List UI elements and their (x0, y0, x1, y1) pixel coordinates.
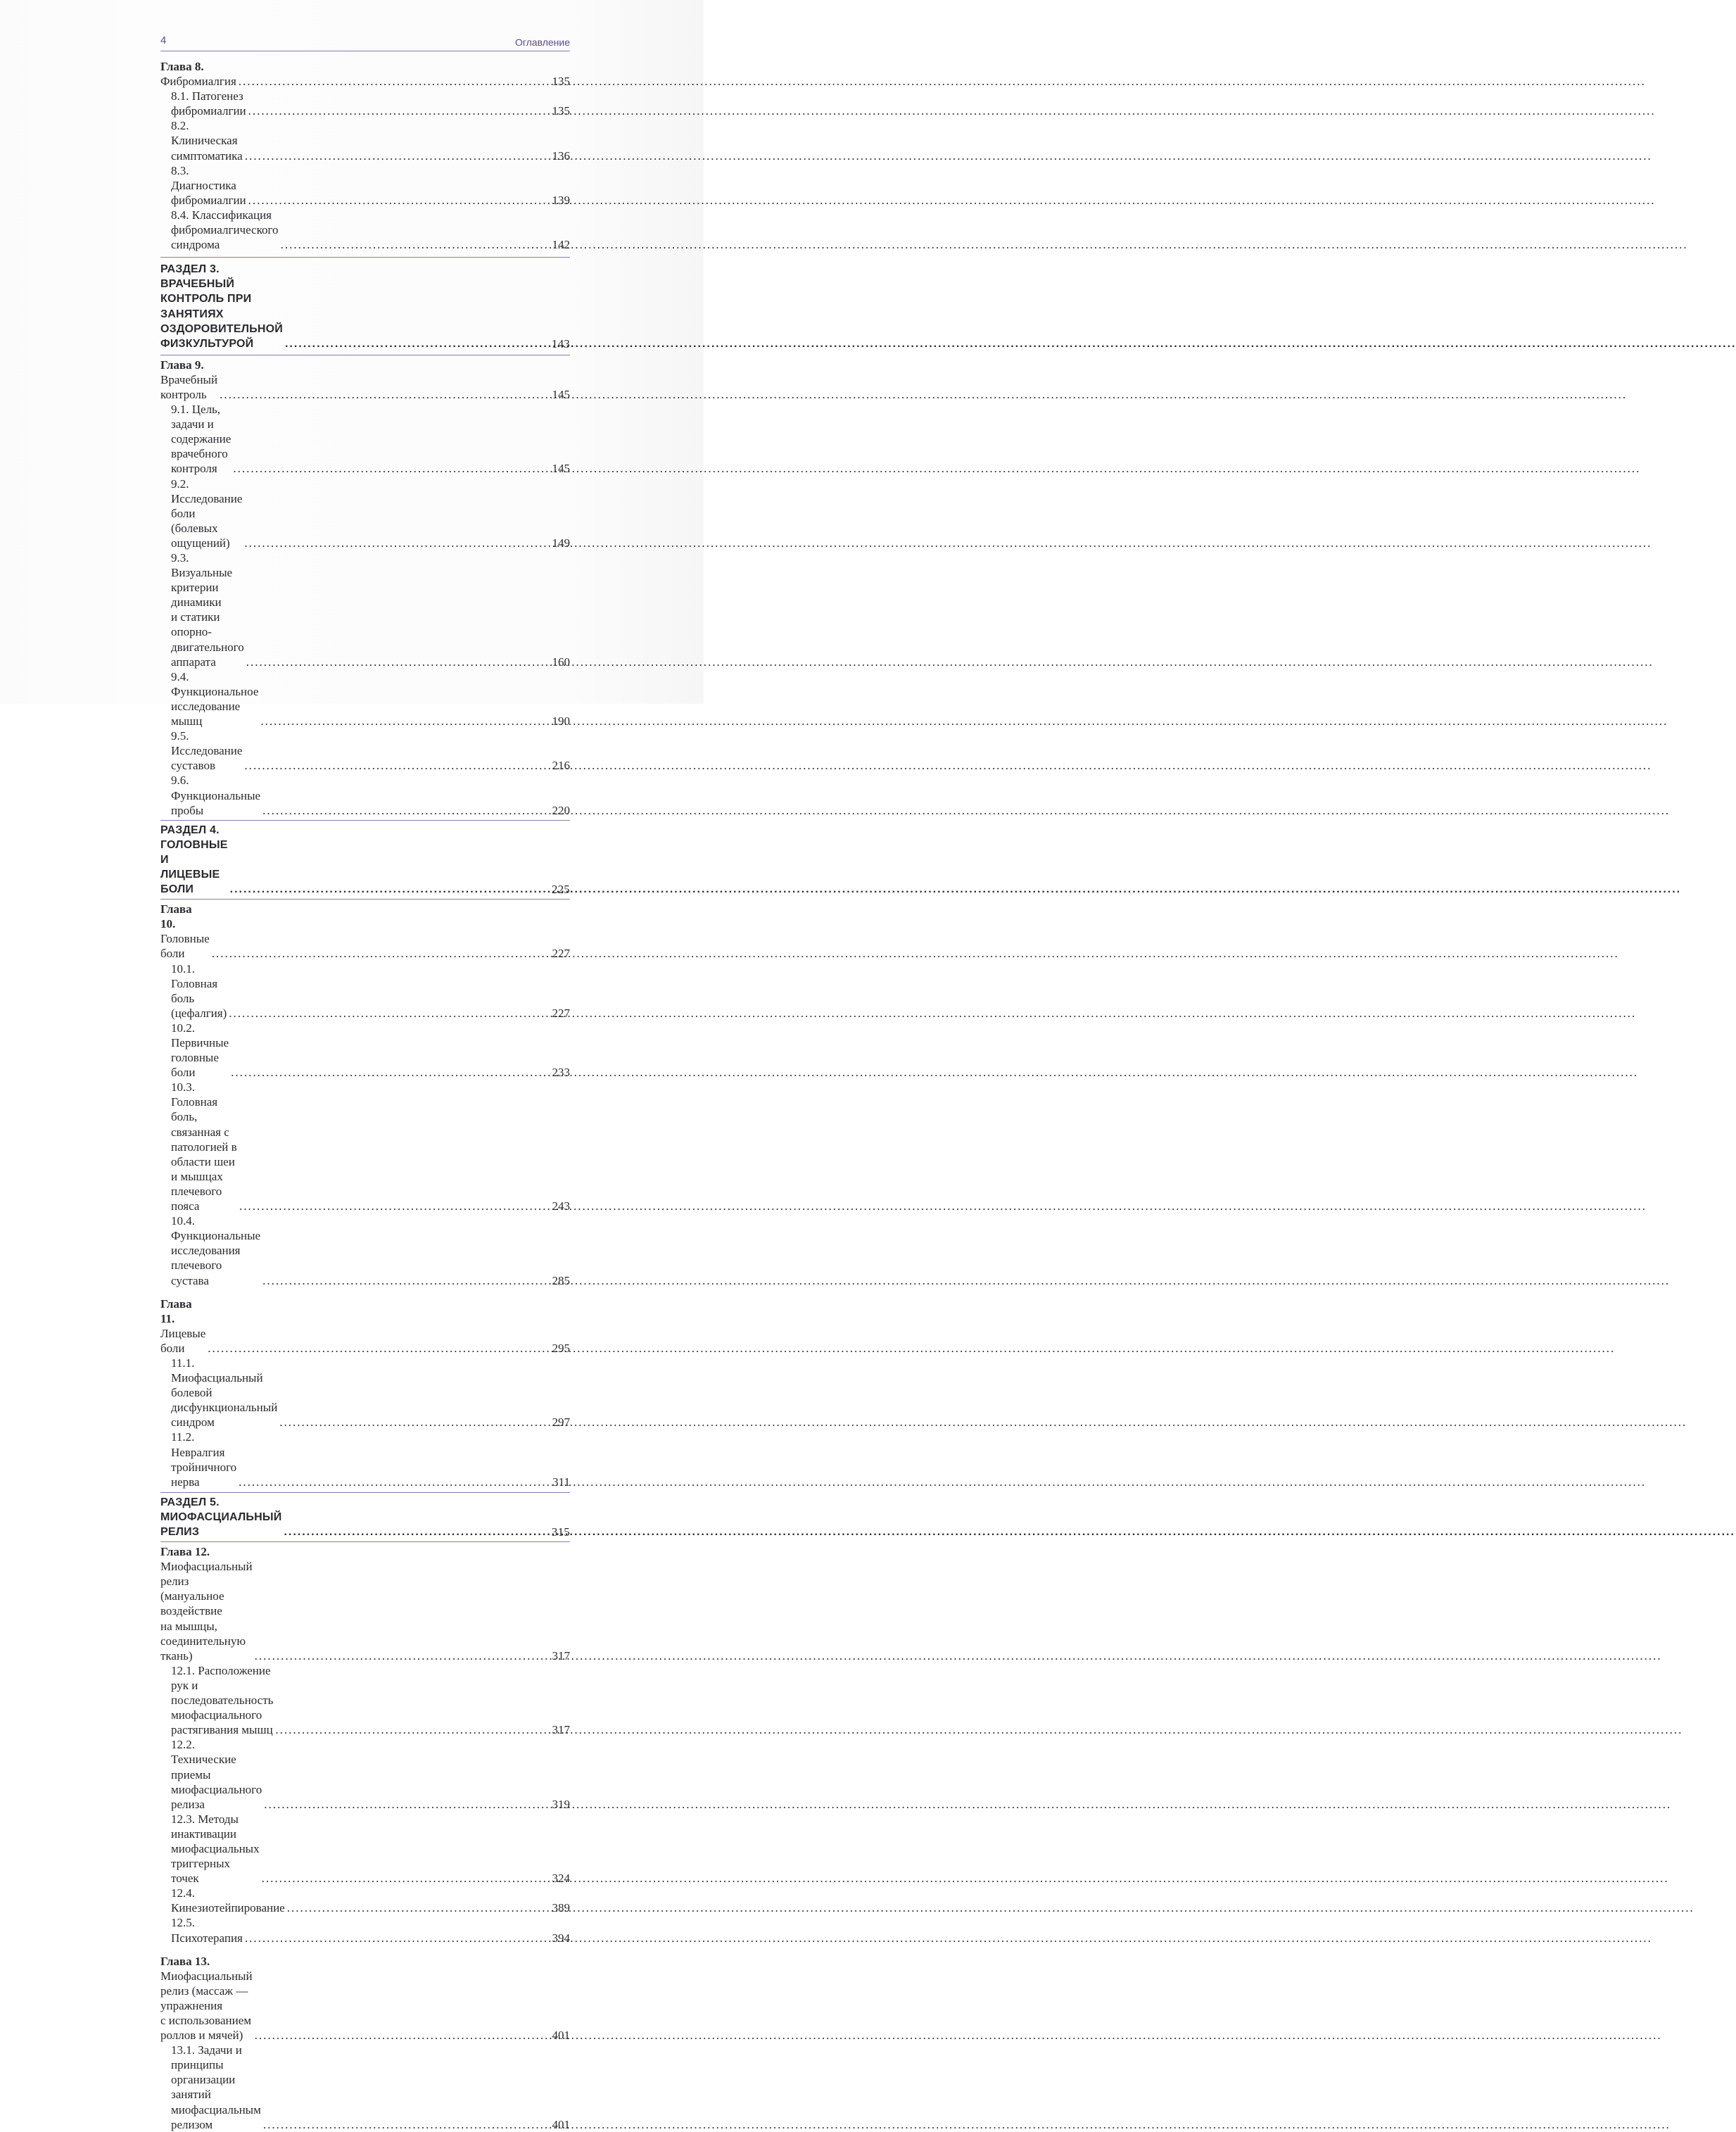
dot-leader (248, 193, 550, 208)
toc-section-12-5 (160, 1915, 570, 1945)
chapter-number: Глава 10. (160, 902, 192, 931)
divider (160, 899, 570, 900)
section-title: 9.1. Цель, задачи и содержание врачебного контроля (171, 403, 232, 476)
part-title: РАЗДЕЛ 4. ГОЛОВНЫЕ И ЛИЦЕВЫЕ БОЛИ (160, 824, 228, 896)
book-page (0, 0, 704, 2131)
page-ref: 220 (552, 803, 570, 817)
chapter-number: Глава 11. (160, 1297, 192, 1325)
page-ref: 394 (552, 1931, 570, 1945)
section-title: 8.4. Классификация фибромиалгического синдрома (171, 208, 279, 252)
toc-section-13-1 (160, 2043, 570, 2132)
toc-section-11-2 (160, 1430, 570, 1489)
dot-leader (231, 1065, 550, 1080)
dot-leader (287, 1900, 550, 1915)
section-title: 8.3. Диагностика фибромиалгии (171, 163, 246, 207)
toc-section-10-2 (160, 1021, 570, 1080)
section-title: 12.4. Кинезиотейпирование (171, 1886, 285, 1915)
section-title: 11.2. Невралгия тройничного нерва (171, 1430, 237, 1489)
dot-leader (264, 1797, 550, 1812)
toc-part-3 (160, 262, 570, 351)
page-ref: 227 (552, 947, 570, 961)
page-number: 4 (160, 34, 167, 46)
dot-leader (263, 2117, 550, 2132)
part-title: РАЗДЕЛ 5. МИОФАСЦИАЛЬНЫЙ РЕЛИЗ (160, 1496, 282, 1538)
toc-section-8-4 (160, 208, 570, 252)
dot-leader (239, 1475, 550, 1489)
page-ref: 136 (552, 149, 570, 163)
dot-leader (262, 803, 550, 818)
page-ref: 401 (552, 2117, 570, 2131)
toc-chapter-8 (160, 59, 570, 89)
divider (160, 1492, 570, 1493)
toc-section-11-1 (160, 1356, 570, 1430)
chapter-title: Фибромиалгия (160, 75, 236, 89)
page-ref: 285 (552, 1273, 570, 1287)
page-ref: 227 (552, 1006, 570, 1020)
dot-leader (285, 336, 550, 351)
toc-section-8-2 (160, 118, 570, 163)
page-ref: 160 (552, 655, 570, 669)
toc-section-9-1 (160, 402, 570, 476)
page-ref: 389 (552, 1901, 570, 1915)
toc-section-12-3 (160, 1812, 570, 1886)
dot-leader (262, 1273, 550, 1288)
toc-section-12-1 (160, 1663, 570, 1737)
dot-leader (230, 882, 550, 897)
section-title: 12.5. Психотерапия (171, 1916, 243, 1945)
toc-section-9-3 (160, 550, 570, 669)
dot-leader (208, 1341, 550, 1356)
toc-chapter-11 (160, 1297, 570, 1356)
page-ref: 149 (552, 536, 570, 550)
toc-section-12-2 (160, 1737, 570, 1811)
toc-chapter-13 (160, 1954, 570, 2043)
toc-part-5 (160, 1495, 570, 1539)
dot-leader (262, 1871, 550, 1886)
chapter-number: Глава 12. (160, 1545, 210, 1559)
section-title: 9.4. Функциональное исследование мышц (171, 669, 259, 728)
chapter-title: Миофасциальный релиз (массаж — упражнения с использованием роллов и мячей) (160, 1969, 253, 2043)
divider (160, 820, 570, 821)
page-ref: 317 (552, 1648, 570, 1663)
table-of-contents (160, 59, 570, 2132)
dot-leader (279, 1415, 550, 1430)
page-ref: 225 (551, 883, 570, 897)
chapter-title: Врачебный контроль (160, 372, 218, 401)
chapter-title: Миофасциальный релиз (мануальное воздействие на мышцы, соединительную ткань) (160, 1560, 253, 1663)
page-ref: 401 (552, 2029, 570, 2043)
dot-leader (255, 1648, 550, 1663)
dot-leader (255, 2028, 550, 2043)
section-title: Оглавление (514, 37, 570, 48)
section-title: 13.1. Задачи и принципы организации занятий миофасциальным релизом (171, 2043, 261, 2131)
dot-leader (239, 1199, 550, 1213)
page-ref: 139 (552, 193, 570, 207)
section-title: 12.2. Технические приемы миофасциального релиза (171, 1738, 262, 1811)
page-ref: 143 (551, 336, 570, 351)
toc-section-10-3 (160, 1080, 570, 1213)
section-title: 9.3. Визуальные критерии динамики и статики опорно-двигательного аппарата (171, 551, 244, 669)
dot-leader (244, 758, 550, 773)
toc-section-9-2 (160, 477, 570, 550)
page-ref: 135 (552, 75, 570, 89)
dot-leader (246, 655, 550, 669)
dot-leader (229, 1006, 550, 1021)
chapter-number: Глава 8. (160, 60, 204, 73)
toc-section-9-5 (160, 728, 570, 773)
running-head (160, 32, 570, 51)
dot-leader (281, 237, 550, 252)
dot-leader (248, 103, 550, 118)
toc-section-9-6 (160, 773, 570, 817)
dot-leader (212, 946, 550, 961)
dot-leader (284, 1525, 549, 1539)
chapter-title: Головные боли (160, 932, 210, 961)
chapter-title: Лицевые боли (160, 1326, 206, 1355)
page-ref: 216 (552, 759, 570, 773)
divider (160, 1541, 570, 1542)
toc-section-12-4 (160, 1886, 570, 1915)
chapter-number: Глава 13. (160, 1954, 210, 1968)
section-title: 10.4. Функциональные исследования плечевого сустава (171, 1214, 261, 1287)
dot-leader (260, 714, 550, 728)
section-title: 10.2. Первичные головные боли (171, 1021, 229, 1080)
page-ref: 295 (552, 1341, 570, 1355)
dot-leader (245, 149, 550, 163)
section-title: 12.1. Расположение рук и последовательность миофасциального растягивания мышц (171, 1663, 274, 1737)
section-title: 9.5. Исследование суставов (171, 729, 243, 773)
toc-section-8-3 (160, 163, 570, 208)
section-title: 11.1. Миофасциальный болевой дисфункциональный синдром (171, 1356, 278, 1430)
page-ref: 135 (552, 104, 570, 118)
page-ref: 233 (552, 1066, 570, 1080)
toc-chapter-10 (160, 902, 570, 961)
page-ref: 145 (552, 462, 570, 476)
toc-section-10-4 (160, 1213, 570, 1287)
page-ref: 317 (552, 1723, 570, 1737)
dot-leader (245, 1931, 550, 1945)
page-ref: 243 (552, 1199, 570, 1213)
toc-part-4 (160, 823, 570, 897)
dot-leader (233, 461, 550, 476)
section-title: 12.3. Методы инактивации миофасциальных триггерных точек (171, 1812, 260, 1886)
section-title: 8.1. Патогенез фибромиалгии (171, 89, 246, 118)
page-ref: 324 (552, 1872, 570, 1886)
toc-chapter-12 (160, 1544, 570, 1663)
toc-chapter-9 (160, 358, 570, 402)
toc-section-10-1 (160, 961, 570, 1021)
page-ref: 142 (552, 238, 570, 252)
section-title: 10.1. Головная боль (цефалгия) (171, 961, 227, 1020)
dot-leader (244, 536, 550, 550)
chapter-number: Глава 9. (160, 358, 204, 372)
toc-section-9-4 (160, 669, 570, 728)
page-ref: 315 (551, 1525, 570, 1539)
page-ref: 319 (552, 1797, 570, 1811)
page-ref: 145 (552, 387, 570, 401)
part-title: РАЗДЕЛ 3. ВРАЧЕБНЫЙ КОНТРОЛЬ ПРИ ЗАНЯТИЯХ ОЗДОРОВИТЕЛЬНОЙ ФИЗКУЛЬТУРОЙ (160, 263, 283, 350)
divider (160, 257, 570, 258)
dot-leader (275, 1722, 550, 1737)
section-title: 10.3. Головная боль, связанная с патологией в области шеи и мышцах плечевого пояса (171, 1080, 237, 1213)
page-ref: 311 (552, 1475, 570, 1489)
toc-section-8-1 (160, 89, 570, 118)
section-title: 8.2. Клиническая симптоматика (171, 119, 243, 163)
section-title: 9.2. Исследование боли (болевых ощущений) (171, 477, 243, 550)
page-ref: 190 (552, 714, 570, 728)
page-ref: 297 (552, 1415, 570, 1430)
dot-leader (239, 74, 550, 89)
section-title: 9.6. Функциональные пробы (171, 774, 261, 817)
dot-leader (220, 387, 550, 402)
